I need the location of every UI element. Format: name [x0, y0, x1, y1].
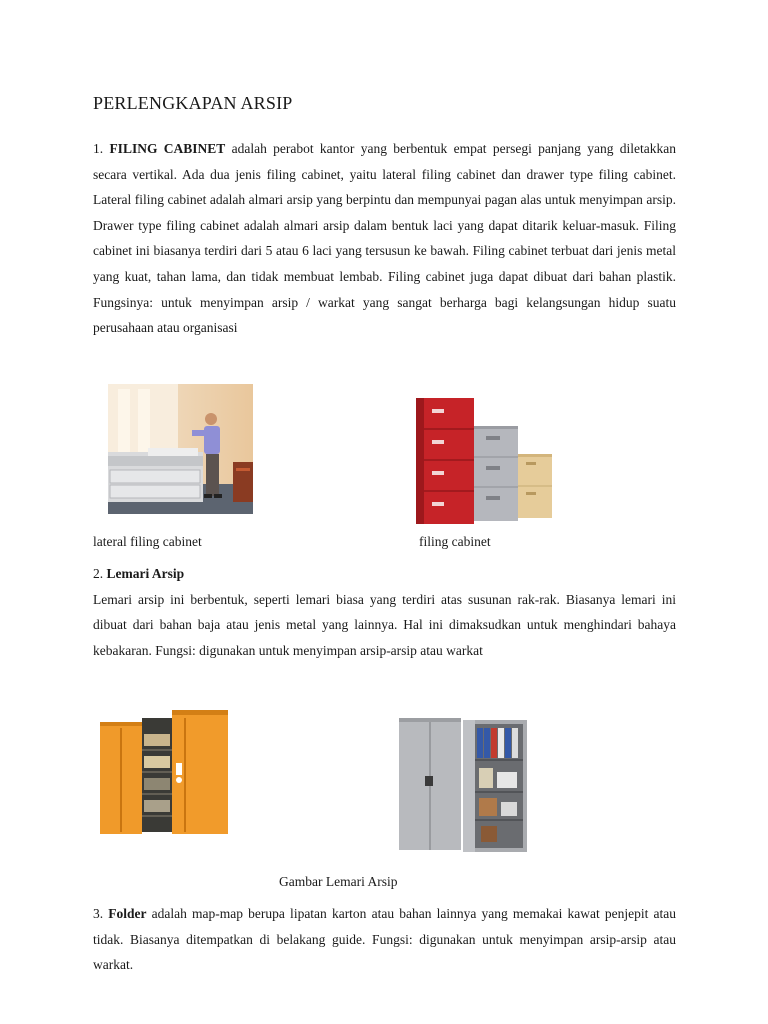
section-number: 2.: [93, 566, 104, 581]
section-text: adalah perabot kantor yang berbentuk empat persegi panjang yang diletakkan secara vertikal. Ada dua jenis filing cabinet, yaitu lateral filing cabinet dan drawer type filing cabinet. Lateral filing cabinet adalah almari arsip yang berpintu dan mempunyai pagan alas untuk menyimpan arsip. Drawer type filing cabinet adalah almari arsip dalam bentuk laci yang dapat ditarik keluar-masuk. Filing cabinet ini biasanya terdiri dari 5 atau 6 laci yang tersusun ke bawah. Filing cabinet terbuat dari jenis metal yang kuat, tahan lama, dan tidak membuat lembab. Filing cabinet juga dapat dibuat dari bahan plastik. Fungsinya: untuk menyimpan arsip / warkat yang sangat berharga bagi kelangsungan hidup suatu perusahaan atau organisasi: [93, 141, 676, 336]
caption-lemari-arsip: Gambar Lemari Arsip: [279, 874, 398, 889]
section-lemari-arsip: [93, 561, 676, 663]
section-folder: [93, 901, 676, 978]
caption-lateral-filing-cabinet: lateral filing cabinet: [93, 534, 202, 549]
mobile-shelving-image: [98, 708, 230, 838]
section-text: adalah map-map berupa lipatan karton atau bahan lainnya yang memakai kawat penjepit atau tidak. Biasanya ditempatkan di belakang guide. Fungsi: digunakan untuk menyimpan arsip-arsip atau warkat.: [93, 906, 677, 973]
section-number: 3.: [93, 906, 104, 921]
section-filing-cabinet: [93, 136, 676, 341]
steel-cupboard-image: [397, 716, 530, 856]
section-term: Folder: [108, 906, 147, 921]
filing-cabinet-image: [414, 396, 554, 524]
section-text: Lemari arsip ini berbentuk, seperti lemari biasa yang terdiri atas susunan rak-rak. Biasanya lemari ini dibuat dari bahan baja atau jenis metal yang lainnya. Hal ini dimaksudkan untuk menghindari bahaya kebakaran. Fungsi: digunakan untuk menyimpan arsip-arsip atau warkat: [93, 591, 676, 658]
lateral-filing-cabinet-image: [108, 384, 253, 514]
section-term: Lemari Arsip: [106, 566, 185, 581]
section-number: 1.: [93, 141, 104, 156]
page-title: PERLENGKAPAN ARSIP: [93, 93, 293, 113]
caption-filing-cabinet: filing cabinet: [419, 534, 491, 549]
section-term: FILING CABINET: [109, 141, 226, 156]
